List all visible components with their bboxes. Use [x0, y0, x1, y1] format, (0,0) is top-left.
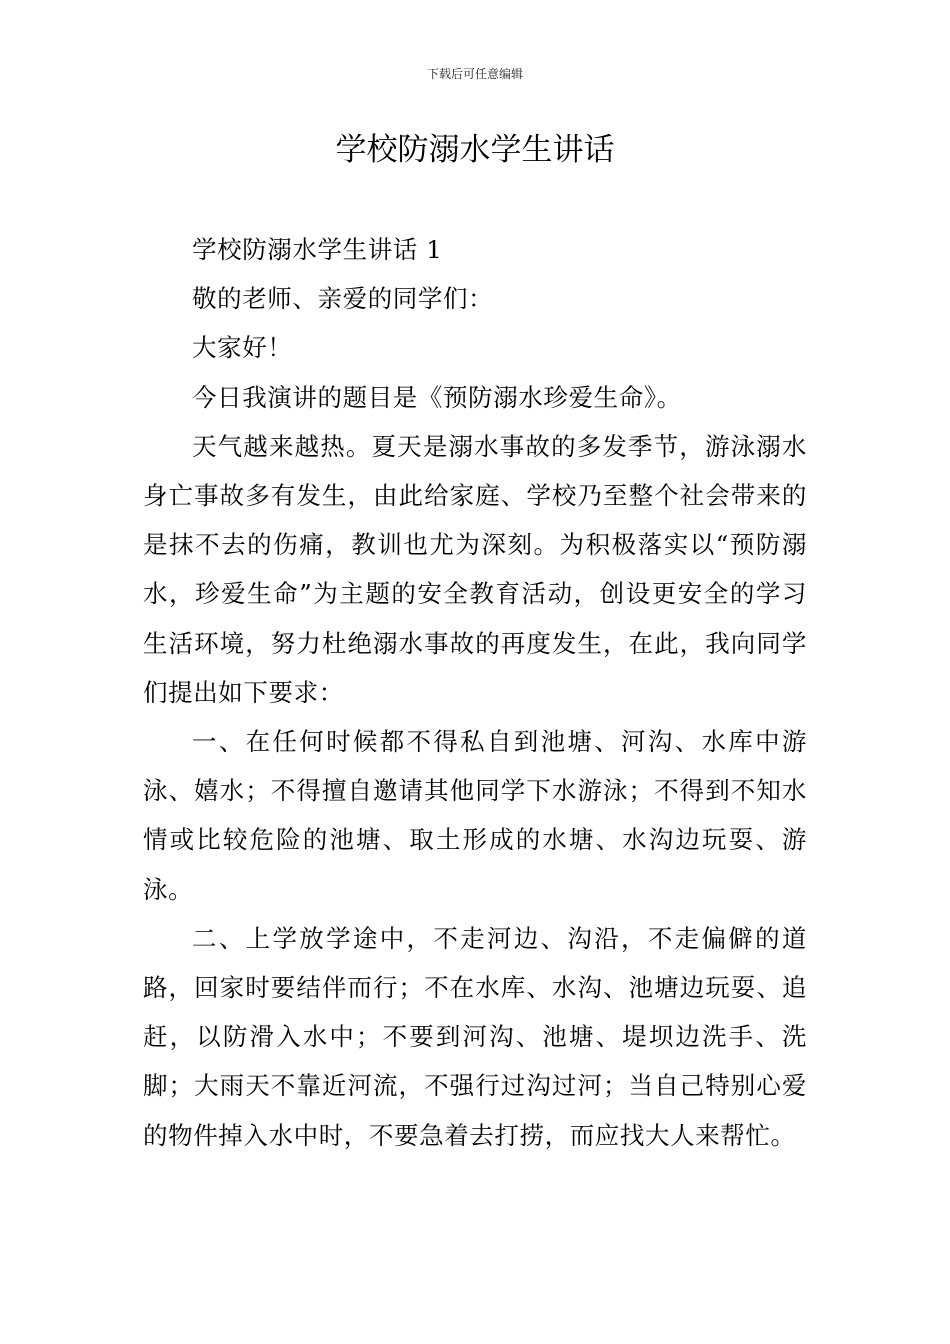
page-title: 学校防溺水学生讲话 [335, 132, 615, 168]
salutation: 敬的老师、亲爱的同学们： [192, 284, 494, 314]
paragraph-rule-1: 一、在任何时候都不得私自到池塘、河沟、水库中游泳、嬉水；不得擅自邀请其他同学下水游泳；不得到不知水情或比较危险的池塘、取土形成的水塘、水沟边玩耍、游泳。 [143, 727, 807, 904]
document-body [143, 225, 807, 1160]
paragraph-intro: 天气越来越热。夏天是溺水事故的多发季节，游泳溺水身亡事故多有发生，由此给家庭、学校乃至整个社会带来的是抹不去的伤痛，教训也尤为深刻。为积极落实以“预防溺水，珍爱生命”为主题的安全教育活动，创设更安全的学习生活环境，努力杜绝溺水事故的再度发生，在此，我向同学们提出如下要求： [143, 431, 807, 707]
paragraph-rule-2: 二、上学放学途中，不走河边、沟沿，不走偏僻的道路，回家时要结伴而行；不在水库、水沟、池塘边玩耍、追赶，以防滑入水中；不要到河沟、池塘、堤坝边洗手、洗脚；大雨天不靠近河流，不强行过沟过河；当自己特别心爱的物件掉入水中时，不要急着去打捞，而应找大人来帮忙。 [143, 923, 807, 1150]
header-note: 下载后可任意编辑 [426, 67, 523, 81]
speech-subtitle: 学校防溺水学生讲话 1 [192, 235, 443, 264]
greeting: 大家好！ [192, 333, 293, 363]
speech-topic: 今日我演讲的题目是《预防溺水珍爱生命》。 [192, 382, 682, 412]
